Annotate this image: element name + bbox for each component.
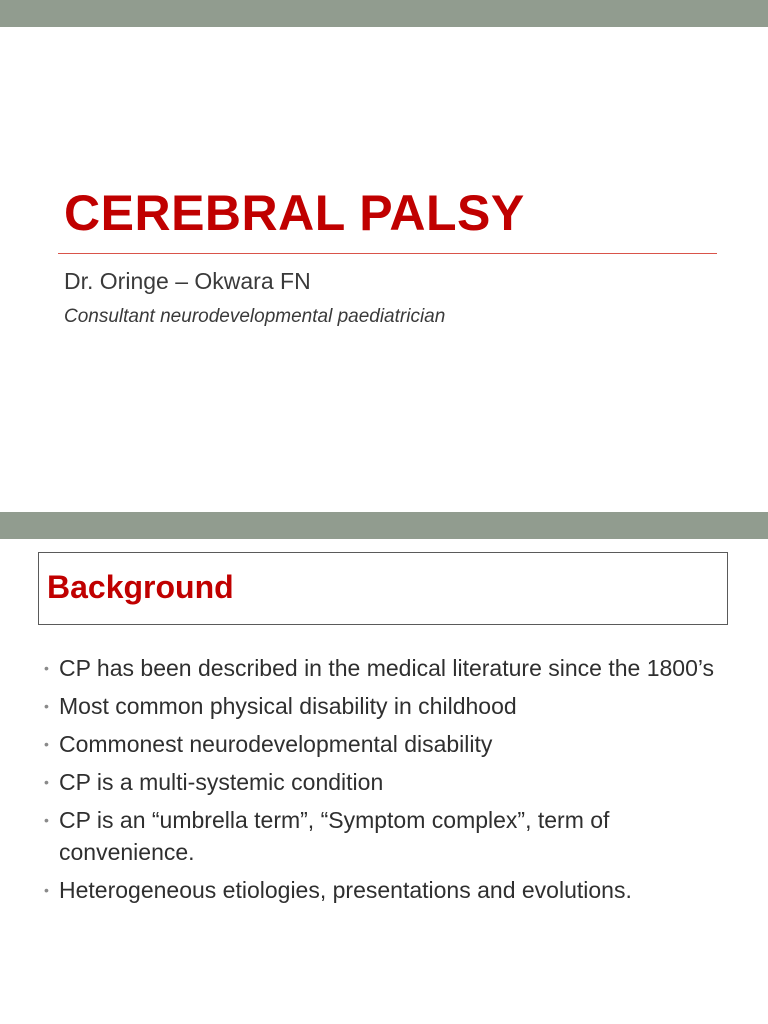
title-divider bbox=[58, 253, 717, 254]
bullet-list bbox=[44, 652, 744, 912]
slide-top-bar bbox=[0, 0, 768, 27]
bullet-text: Commonest neurodevelopmental disability bbox=[59, 731, 493, 757]
bullet-icon: • bbox=[44, 660, 49, 676]
bullet-item bbox=[44, 766, 744, 798]
bullet-text: CP has been described in the medical literature since the 1800’s bbox=[59, 655, 715, 681]
slide-heading: Background bbox=[47, 569, 234, 605]
bullet-item bbox=[44, 690, 744, 722]
author-role: Consultant neurodevelopmental paediatrician bbox=[64, 306, 446, 327]
bullet-text: CP is an “umbrella term”, “Symptom complex”, term of convenience. bbox=[59, 807, 610, 865]
bullet-icon: • bbox=[44, 882, 49, 898]
author-name: Dr. Oringe – Okwara FN bbox=[64, 268, 311, 294]
bullet-icon: • bbox=[44, 812, 49, 828]
bullet-item bbox=[44, 728, 744, 760]
bullet-text: Most common physical disability in childhood bbox=[59, 693, 517, 719]
bullet-item bbox=[44, 874, 744, 906]
bullet-icon: • bbox=[44, 736, 49, 752]
bullet-icon: • bbox=[44, 774, 49, 790]
bullet-text: CP is a multi-systemic condition bbox=[59, 769, 384, 795]
bullet-text: Heterogeneous etiologies, presentations and evolutions. bbox=[59, 877, 632, 903]
slide-top-bar bbox=[0, 512, 768, 539]
background-slide bbox=[0, 512, 768, 1024]
bullet-icon: • bbox=[44, 698, 49, 714]
heading-box bbox=[38, 552, 728, 625]
bullet-item bbox=[44, 652, 744, 684]
bullet-item bbox=[44, 804, 744, 868]
slide-title: CEREBRAL PALSY bbox=[64, 185, 525, 241]
